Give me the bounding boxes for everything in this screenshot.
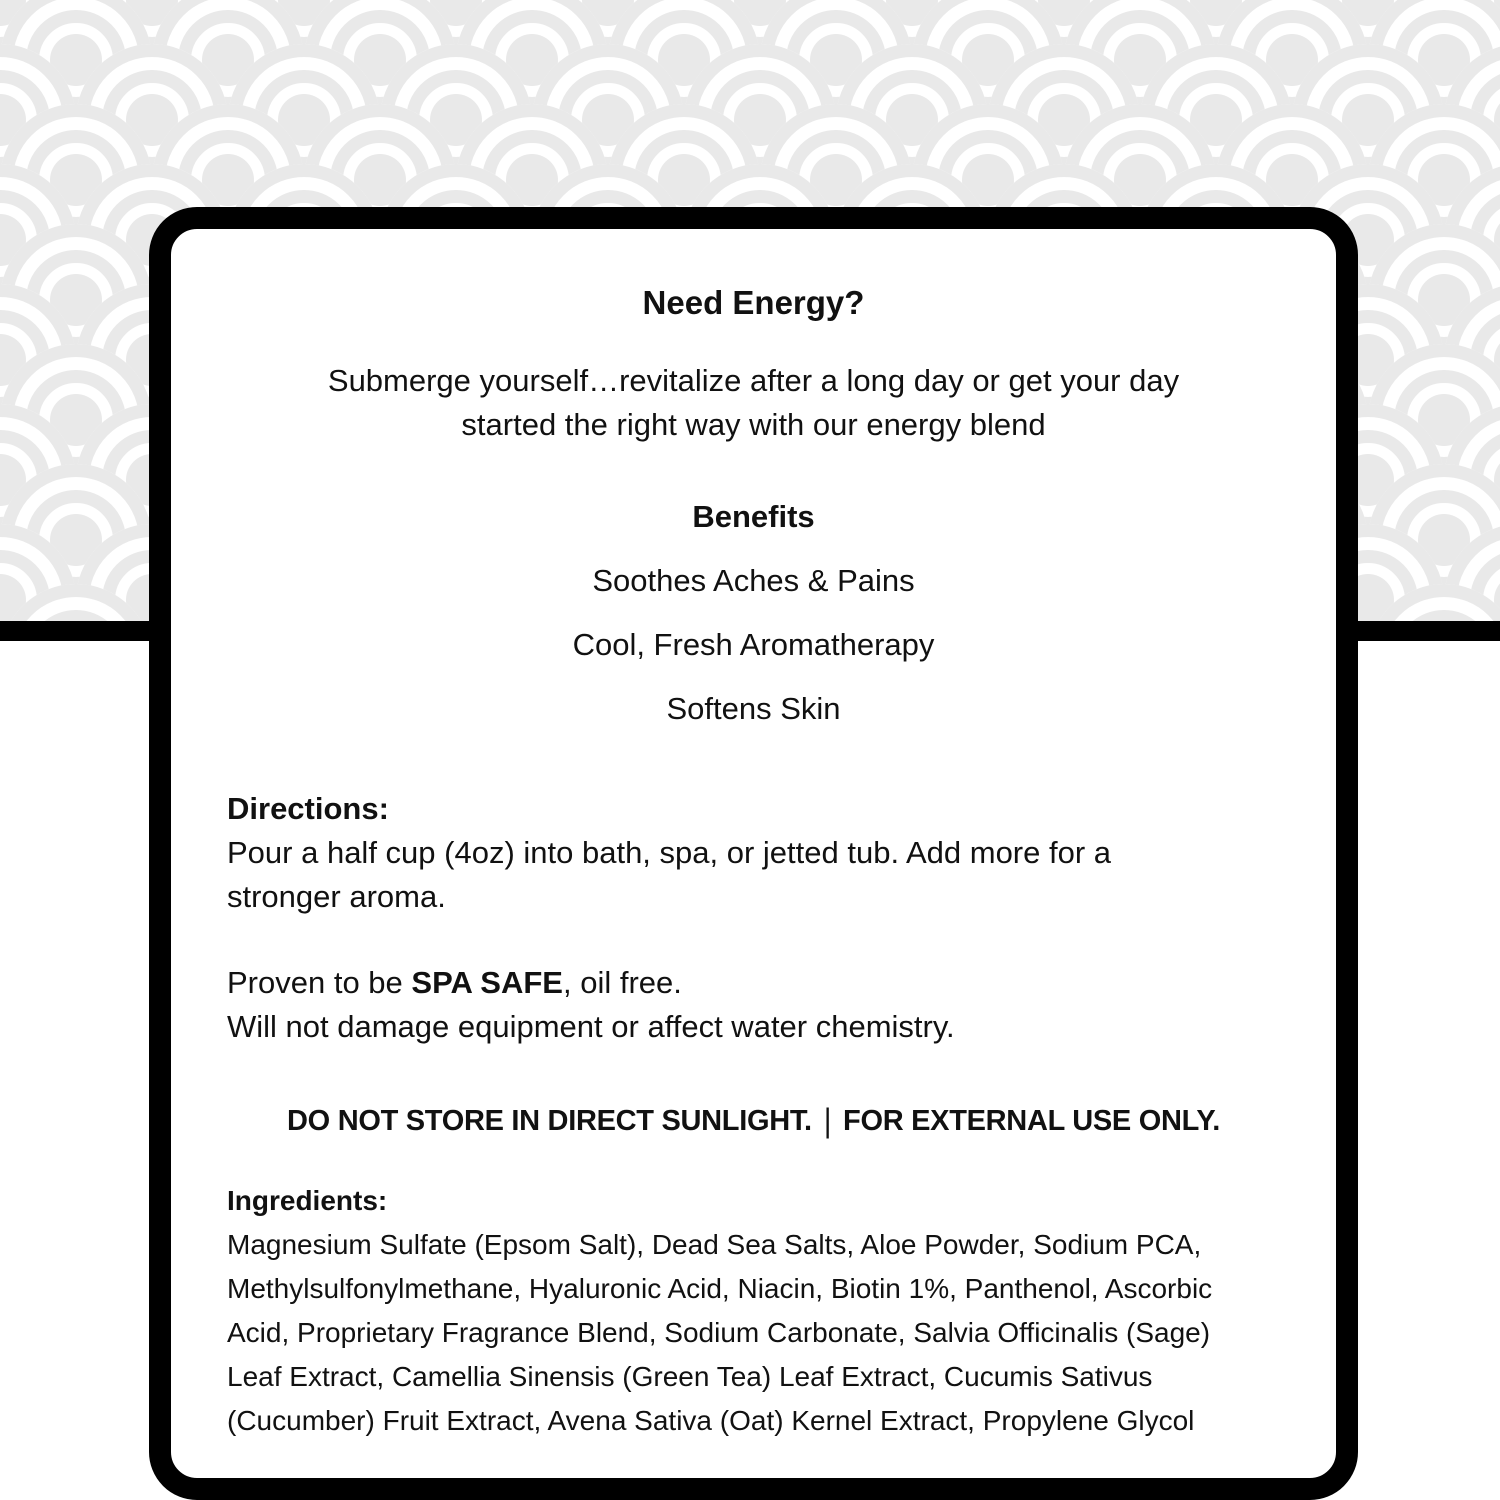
- warning-left: DO NOT STORE IN DIRECT SUNLIGHT.: [287, 1105, 812, 1137]
- ingredients-line-2: Methylsulfonylmethane, Hyaluronic Acid, Niacin, Biotin 1%, Panthenol, Ascorbic: [227, 1273, 1213, 1304]
- spa-safe-section: [227, 961, 1280, 1049]
- warning-separator: |: [823, 1102, 832, 1140]
- spa-safe-suffix: , oil free.: [563, 965, 682, 1000]
- ingredients-line-5: (Cucumber) Fruit Extract, Avena Sativa (Oat) Kernel Extract, Propylene Glycol: [227, 1405, 1195, 1436]
- directions-line-2: stronger aroma.: [227, 879, 446, 914]
- intro-line-1: Submerge yourself…revitalize after a long day or get your day: [327, 363, 1180, 398]
- warning-right: FOR EXTERNAL USE ONLY.: [843, 1105, 1220, 1137]
- ingredients-line-1: Magnesium Sulfate (Epsom Salt), Dead Sea Salts, Aloe Powder, Sodium PCA,: [227, 1229, 1202, 1260]
- ingredients-label: Ingredients:: [227, 1185, 388, 1216]
- spa-safe-bold: SPA SAFE: [411, 965, 563, 1000]
- ingredients-section: [227, 1179, 1280, 1443]
- warning-line: [227, 1099, 1280, 1143]
- benefit-item-aromatherapy: Cool, Fresh Aromatherapy: [572, 627, 935, 662]
- spa-safe-prefix: Proven to be: [227, 965, 412, 1000]
- ingredients-line-4: Leaf Extract, Camellia Sinensis (Green Tea) Leaf Extract, Cucumis Sativus: [227, 1361, 1153, 1392]
- benefits-title: Benefits: [692, 499, 815, 534]
- info-card-content: [171, 279, 1336, 1443]
- intro-text: [227, 359, 1280, 447]
- spa-safe-line-1: [227, 961, 1280, 1005]
- ingredients-line-3: Acid, Proprietary Fragrance Blend, Sodium Carbonate, Salvia Officinalis (Sage): [227, 1317, 1211, 1348]
- directions-line-1: Pour a half cup (4oz) into bath, spa, or jetted tub. Add more for a: [227, 835, 1112, 870]
- directions-section: [227, 787, 1280, 919]
- benefit-item-softens: Softens Skin: [666, 691, 841, 726]
- directions-label: Directions:: [227, 791, 389, 826]
- intro-line-2: started the right way with our energy blend: [461, 407, 1046, 442]
- benefit-item-soothes: Soothes Aches & Pains: [592, 563, 915, 598]
- headline: Need Energy?: [642, 284, 865, 321]
- spa-safe-line-2: Will not damage equipment or affect water chemistry.: [227, 1009, 955, 1044]
- info-card: [149, 207, 1358, 1500]
